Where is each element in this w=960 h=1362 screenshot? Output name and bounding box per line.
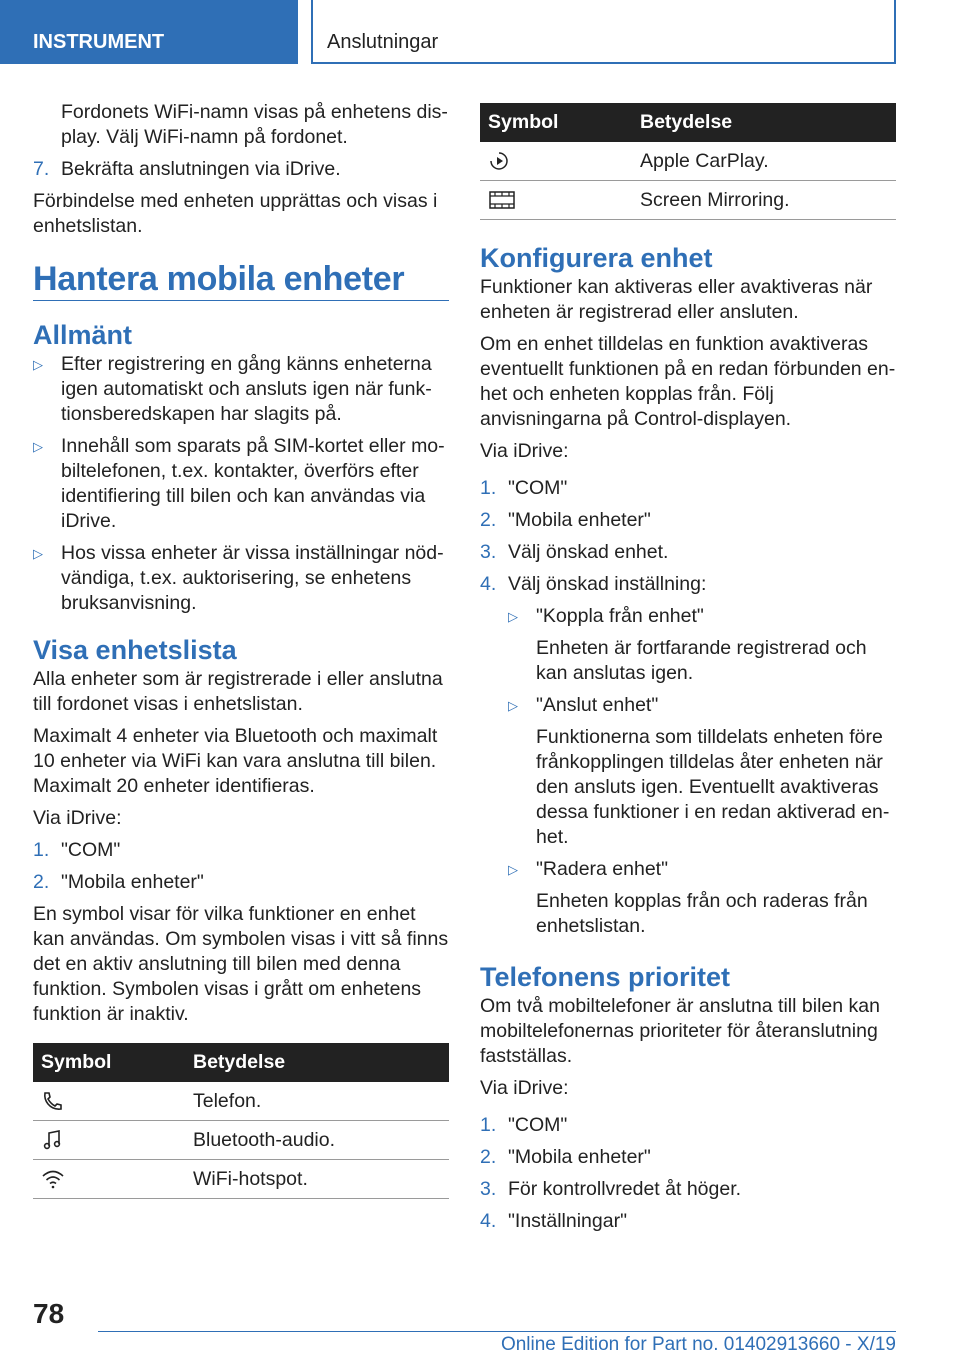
heading-device-list: Visa enhetslista bbox=[33, 635, 237, 665]
heading-phone-priority: Telefonens prioritet bbox=[480, 962, 731, 992]
step-number: 3. bbox=[480, 541, 497, 563]
heading-general: Allmänt bbox=[33, 320, 133, 350]
table-row bbox=[480, 142, 896, 181]
left-column bbox=[33, 100, 449, 1199]
symbol-cell bbox=[480, 142, 640, 181]
meaning-cell: Apple CarPlay. bbox=[640, 142, 896, 181]
option-description: Funktionerna som tilldelats enheten före frånkopplingen tilldelas åter enheten när den ansluts igen. Eventuellt avaktiveras dessa funktioner i en redan aktiverad enhet. bbox=[536, 726, 890, 848]
meaning-cell: WiFi-hotspot. bbox=[193, 1160, 449, 1199]
bullet-item bbox=[33, 434, 449, 534]
bullet-marker: ▷ bbox=[33, 546, 43, 561]
symbol-cell bbox=[33, 1160, 193, 1199]
bullet-marker: ▷ bbox=[33, 439, 43, 454]
paragraph: Maximalt 4 enheter via Bluetooth och maximalt 10 enheter via WiFi kan vara anslutna till bilen. Maximalt 20 enheter identifieras. bbox=[33, 725, 438, 797]
step-item bbox=[33, 870, 449, 895]
table-row bbox=[33, 1082, 449, 1121]
option-title: "Anslut enhet" bbox=[536, 694, 659, 716]
bullet-item bbox=[33, 352, 449, 427]
symbol-table-2 bbox=[480, 103, 896, 220]
step-number: 1. bbox=[480, 1114, 497, 1136]
step-text: "COM" bbox=[61, 839, 121, 861]
step-item bbox=[480, 476, 896, 501]
play-circle-icon bbox=[488, 150, 510, 172]
step-item bbox=[480, 540, 896, 565]
step-item bbox=[480, 1113, 896, 1138]
paragraph: Funktioner kan aktiveras eller avaktiveras när enheten är registrerad eller ansluten. bbox=[480, 276, 873, 323]
sub-options bbox=[480, 604, 896, 939]
step-number: 2. bbox=[480, 509, 497, 531]
step-item bbox=[480, 1209, 896, 1234]
step-item bbox=[480, 1177, 896, 1202]
page-number: 78 bbox=[33, 1298, 65, 1329]
phone-icon bbox=[41, 1090, 63, 1112]
bullet-item bbox=[33, 541, 449, 616]
sub-bullet-text bbox=[536, 857, 896, 939]
header-chapter: Anslutningar bbox=[311, 0, 896, 64]
step-text: För kontrollvredet åt höger. bbox=[508, 1178, 742, 1200]
screen-mirroring-icon bbox=[488, 189, 516, 211]
symbol-cell bbox=[33, 1121, 193, 1160]
step-item bbox=[480, 508, 896, 533]
step-text: "Mobila enheter" bbox=[508, 1146, 651, 1168]
step-item bbox=[480, 572, 896, 597]
step-item bbox=[480, 1145, 896, 1170]
option-description: Enheten är fortfarande registrerad och kan anslutas igen. bbox=[536, 637, 867, 684]
step-text: "Inställningar" bbox=[508, 1210, 627, 1232]
header-section: INSTRUMENT bbox=[0, 0, 298, 64]
sub-bullet-text bbox=[536, 693, 896, 850]
step-number: 2. bbox=[480, 1146, 497, 1168]
symbol-cell bbox=[33, 1082, 193, 1121]
bullet-marker: ▷ bbox=[508, 609, 518, 624]
table-header-symbol: Symbol bbox=[480, 103, 640, 142]
step-text: "COM" bbox=[508, 1114, 568, 1136]
heading-configure-device: Konfigurera enhet bbox=[480, 243, 713, 273]
footer-divider bbox=[98, 1331, 896, 1332]
step-text: Bekräfta anslutningen via iDrive. bbox=[61, 158, 341, 180]
sub-bullet-item bbox=[508, 693, 896, 850]
sub-bullet-item bbox=[508, 604, 896, 686]
table-row bbox=[33, 1121, 449, 1160]
symbol-table bbox=[33, 1043, 449, 1199]
bullet-marker: ▷ bbox=[33, 357, 43, 372]
symbol-cell bbox=[480, 181, 640, 220]
step-number: 4. bbox=[480, 1210, 497, 1232]
bullet-marker: ▷ bbox=[508, 698, 518, 713]
step-text: "Mobila enheter" bbox=[508, 509, 651, 531]
table-row bbox=[33, 1160, 449, 1199]
step-item bbox=[33, 157, 449, 182]
table-header-meaning: Betydelse bbox=[193, 1043, 449, 1082]
table-row bbox=[480, 181, 896, 220]
option-title: "Koppla från enhet" bbox=[536, 605, 704, 627]
music-note-icon bbox=[41, 1129, 63, 1151]
meaning-cell: Screen Mirroring. bbox=[640, 181, 896, 220]
main-heading: Hantera mobila enheter bbox=[33, 267, 449, 301]
via-idrive: Via iDrive: bbox=[480, 1077, 569, 1099]
step-text: "Mobila enheter" bbox=[61, 871, 204, 893]
sub-bullet-text bbox=[536, 604, 896, 686]
step-number: 4. bbox=[480, 573, 497, 595]
option-title: "Radera enhet" bbox=[536, 858, 669, 880]
sub-bullet-item bbox=[508, 857, 896, 939]
step-text: "COM" bbox=[508, 477, 568, 499]
via-idrive: Via iDrive: bbox=[33, 807, 122, 829]
step-text: Välj önskad enhet. bbox=[508, 541, 669, 563]
step-number: 1. bbox=[480, 477, 497, 499]
step-item bbox=[33, 838, 449, 863]
step-number: 3. bbox=[480, 1178, 497, 1200]
paragraph: Förbindelse med enheten upprättas och visas i enhetslistan. bbox=[33, 190, 438, 237]
option-description: Enheten kopplas från och raderas från enhetslistan. bbox=[536, 890, 868, 937]
paragraph: Om två mobiltelefoner är anslutna till bilen kan mobiltelefonernas prioriteter för återanslutning fastställas. bbox=[480, 995, 880, 1067]
table-header-row bbox=[480, 103, 896, 142]
paragraph: Om en enhet tilldelas en funktion avaktiveras eventuellt funktionen på en redan förbunden enhet och enheten kopplas från. Följ anvisningarna på Control-displayen. bbox=[480, 333, 896, 430]
footer-edition: Online Edition for Part no. 01402913660 - X/19 bbox=[500, 1334, 896, 1355]
table-header-meaning: Betydelse bbox=[640, 103, 896, 142]
paragraph: En symbol visar för vilka funktioner en enhet kan användas. Om symbolen visas i vitt så finns det en aktiv anslutning till bilen med denna funktion. Symbolen visas i grått om enhetens funktion är inaktiv. bbox=[33, 903, 449, 1025]
step-number: 7. bbox=[33, 158, 50, 180]
meaning-cell: Telefon. bbox=[193, 1082, 449, 1121]
step-text: Välj önskad inställning: bbox=[508, 573, 707, 595]
bullet-text: Hos vissa enheter är vissa inställningar nödvändiga, t.ex. auktorisering, se enhetens bruksanvisning. bbox=[61, 542, 444, 614]
table-header-row bbox=[33, 1043, 449, 1082]
table-header-symbol: Symbol bbox=[33, 1043, 193, 1082]
via-idrive: Via iDrive: bbox=[480, 440, 569, 462]
wifi-icon bbox=[41, 1168, 65, 1190]
bullet-marker: ▷ bbox=[508, 862, 518, 877]
bullet-text: Efter registrering en gång känns enheterna igen automatiskt och ansluts igen när funktionsberedskapen har slagits på. bbox=[61, 353, 432, 425]
step-number: 1. bbox=[33, 839, 50, 861]
continued-text: Fordonets WiFi-namn visas på enhetens display. Välj WiFi-namn på fordonet. bbox=[61, 101, 448, 148]
paragraph: Alla enheter som är registrerade i eller anslutna till fordonet visas i enhetslistan. bbox=[33, 668, 443, 715]
bullet-text: Innehåll som sparats på SIM-kortet eller mobiltelefonen, t.ex. kontakter, överförs efter identifiering till bilen och kan användas via iDrive. bbox=[61, 435, 445, 532]
right-column bbox=[480, 103, 896, 1241]
meaning-cell: Bluetooth-audio. bbox=[193, 1121, 449, 1160]
step-number: 2. bbox=[33, 871, 50, 893]
